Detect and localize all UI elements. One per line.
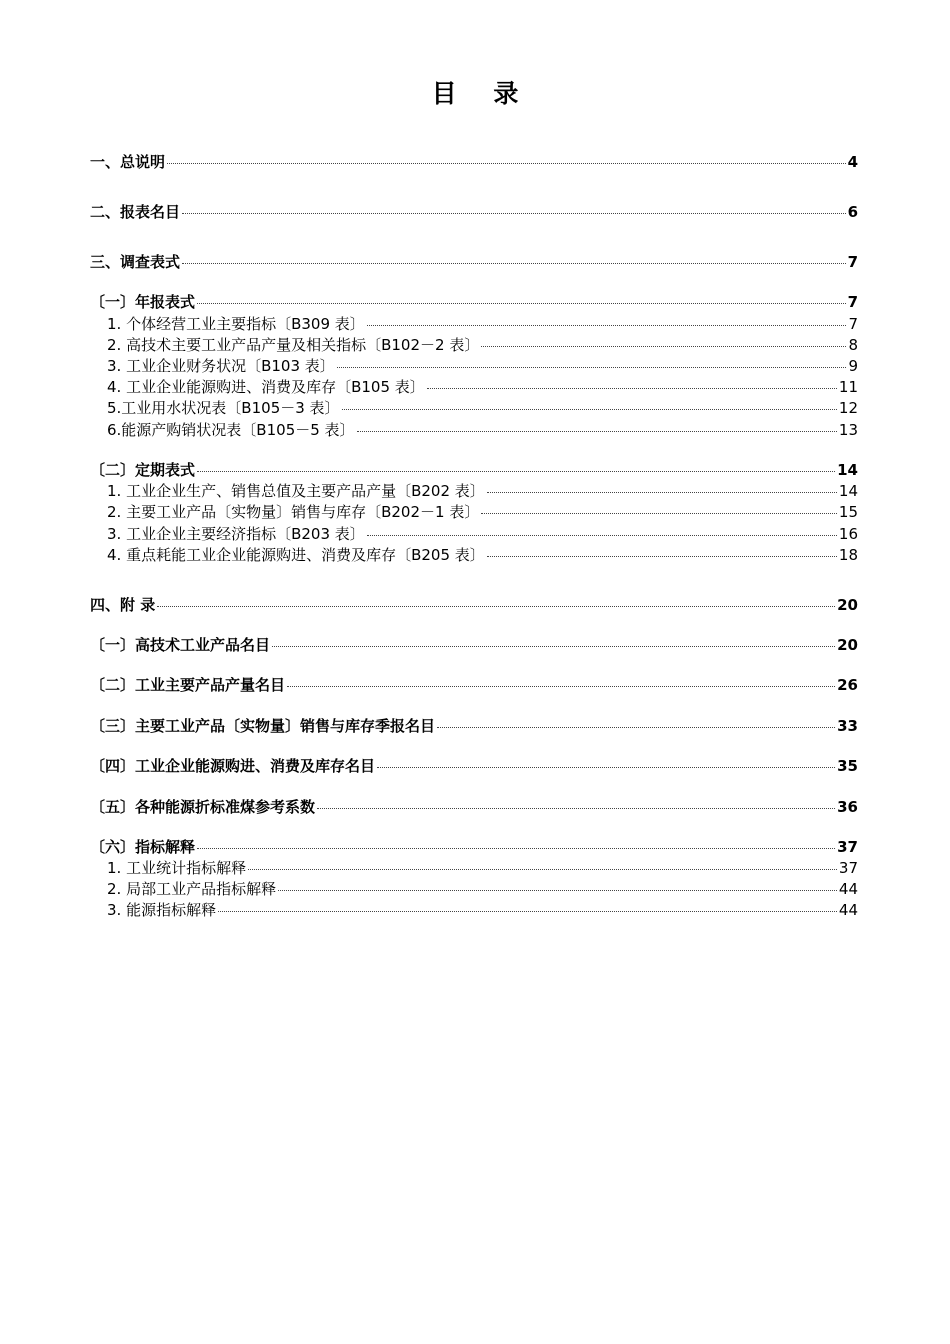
leader-dots — [182, 212, 846, 214]
toc-entry[interactable] — [90, 879, 858, 899]
toc-entry[interactable] — [90, 635, 858, 655]
toc-entry-page: 20 — [837, 596, 858, 614]
toc-entry-page: 26 — [837, 676, 858, 694]
toc-entry-label: 三、调查表式 — [90, 253, 181, 271]
toc-entry-page: 8 — [848, 336, 858, 354]
toc-entry-label: 3. 工业企业主要经济指标〔B203 表〕 — [107, 525, 365, 543]
toc-entry[interactable] — [90, 797, 858, 817]
toc-entry-page: 18 — [838, 546, 858, 564]
toc-entry-label: 〔一〕年报表式 — [90, 293, 196, 311]
toc-entry-page: 36 — [837, 798, 858, 816]
toc-entry[interactable] — [90, 152, 858, 172]
toc-entry[interactable] — [90, 858, 858, 878]
toc-entry-label: 6.能源产购销状况表〔B105－5 表〕 — [107, 421, 355, 439]
toc-entry-page: 35 — [837, 757, 858, 775]
toc-entry-page: 7 — [847, 253, 858, 271]
toc-entry-page: 33 — [837, 717, 858, 735]
toc-entry-page: 37 — [838, 859, 858, 877]
leader-dots — [487, 555, 837, 557]
toc-entry-label: 〔四〕工业企业能源购进、消费及库存名目 — [90, 757, 376, 775]
toc-entry-page: 14 — [838, 482, 858, 500]
toc-entry[interactable] — [90, 595, 858, 615]
toc-title: 目 录 — [431, 79, 533, 108]
leader-dots — [167, 162, 846, 164]
toc-entry-page: 6 — [847, 203, 858, 221]
toc-entry-page: 13 — [838, 421, 858, 439]
toc-entry[interactable] — [90, 675, 858, 695]
toc-entry[interactable] — [90, 716, 858, 736]
leader-dots — [357, 430, 837, 432]
toc-entry-label: 〔六〕指标解释 — [90, 838, 196, 856]
toc-entry-label: 1. 个体经营工业主要指标〔B309 表〕 — [107, 315, 365, 333]
leader-dots — [197, 470, 835, 472]
toc-entry[interactable] — [90, 545, 858, 565]
toc-entry-page: 9 — [848, 357, 858, 375]
toc-entry-page: 15 — [838, 503, 858, 521]
leader-dots — [427, 387, 837, 389]
toc-entry[interactable] — [90, 314, 858, 334]
leader-dots — [218, 910, 837, 912]
toc-entry[interactable] — [90, 837, 858, 857]
toc-entry[interactable] — [90, 292, 858, 312]
leader-dots — [367, 324, 847, 326]
leader-dots — [157, 605, 835, 607]
toc-entry-label: 5.工业用水状况表〔B105－3 表〕 — [107, 399, 340, 417]
toc-entry[interactable] — [90, 356, 858, 376]
toc-entry-label: 1. 工业统计指标解释 — [107, 859, 247, 877]
toc-entry[interactable] — [90, 420, 858, 440]
toc-entry-page: 4 — [847, 153, 858, 171]
toc-entry-label: 〔三〕主要工业产品〔实物量〕销售与库存季报名目 — [90, 717, 436, 735]
leader-dots — [278, 889, 837, 891]
toc-entry-label: 〔二〕工业主要产品产量名目 — [90, 676, 286, 694]
toc-entry-label: 〔五〕各种能源折标准煤参考系数 — [90, 798, 316, 816]
toc-entry-label: 〔一〕高技术工业产品名目 — [90, 636, 271, 654]
toc-entry-page: 20 — [837, 636, 858, 654]
toc-entry-page: 7 — [847, 293, 858, 311]
toc-entry-label: 〔二〕定期表式 — [90, 461, 196, 479]
leader-dots — [487, 491, 837, 493]
leader-dots — [437, 726, 835, 728]
leader-dots — [367, 534, 837, 536]
toc-entry-page: 37 — [837, 838, 858, 856]
toc-entry[interactable] — [90, 756, 858, 776]
toc-entry[interactable] — [90, 377, 858, 397]
leader-dots — [182, 262, 846, 264]
leader-dots — [342, 408, 837, 410]
toc-entry[interactable] — [90, 202, 858, 222]
toc-entry[interactable] — [90, 900, 858, 920]
leader-dots — [197, 847, 835, 849]
toc-entry-label: 3. 工业企业财务状况〔B103 表〕 — [107, 357, 335, 375]
leader-dots — [197, 302, 846, 304]
toc-entry[interactable] — [90, 502, 858, 522]
toc-entry-label: 4. 工业企业能源购进、消费及库存〔B105 表〕 — [107, 378, 425, 396]
toc-entry[interactable] — [90, 481, 858, 501]
toc-entry-label: 2. 高技术主要工业产品产量及相关指标〔B102－2 表〕 — [107, 336, 480, 354]
leader-dots — [272, 645, 835, 647]
toc-entry-label: 一、总说明 — [90, 153, 166, 171]
toc-entry[interactable] — [90, 398, 858, 418]
toc-entry-page: 12 — [838, 399, 858, 417]
toc-entry-page: 16 — [838, 525, 858, 543]
toc-entry-label: 4. 重点耗能工业企业能源购进、消费及库存〔B205 表〕 — [107, 546, 485, 564]
leader-dots — [481, 512, 837, 514]
leader-dots — [481, 345, 846, 347]
toc-entry-label: 1. 工业企业生产、销售总值及主要产品产量〔B202 表〕 — [107, 482, 485, 500]
toc-entry[interactable] — [90, 335, 858, 355]
toc-entry-page: 11 — [838, 378, 858, 396]
toc-entry-label: 四、附 录 — [90, 596, 156, 614]
toc-entry-page: 44 — [838, 901, 858, 919]
toc-entry[interactable] — [90, 252, 858, 272]
leader-dots — [248, 868, 837, 870]
toc-entry-page: 14 — [837, 461, 858, 479]
toc-entry-page: 7 — [848, 315, 858, 333]
toc-entry-page: 44 — [838, 880, 858, 898]
leader-dots — [337, 366, 847, 368]
toc-entry[interactable] — [90, 524, 858, 544]
toc-entry-label: 3. 能源指标解释 — [107, 901, 217, 919]
leader-dots — [287, 685, 835, 687]
leader-dots — [377, 766, 835, 768]
toc-entry-label: 二、报表名目 — [90, 203, 181, 221]
toc-entry-label: 2. 局部工业产品指标解释 — [107, 880, 277, 898]
leader-dots — [317, 807, 835, 809]
toc-entry[interactable] — [90, 460, 858, 480]
toc-entry-label: 2. 主要工业产品〔实物量〕销售与库存〔B202－1 表〕 — [107, 503, 480, 521]
